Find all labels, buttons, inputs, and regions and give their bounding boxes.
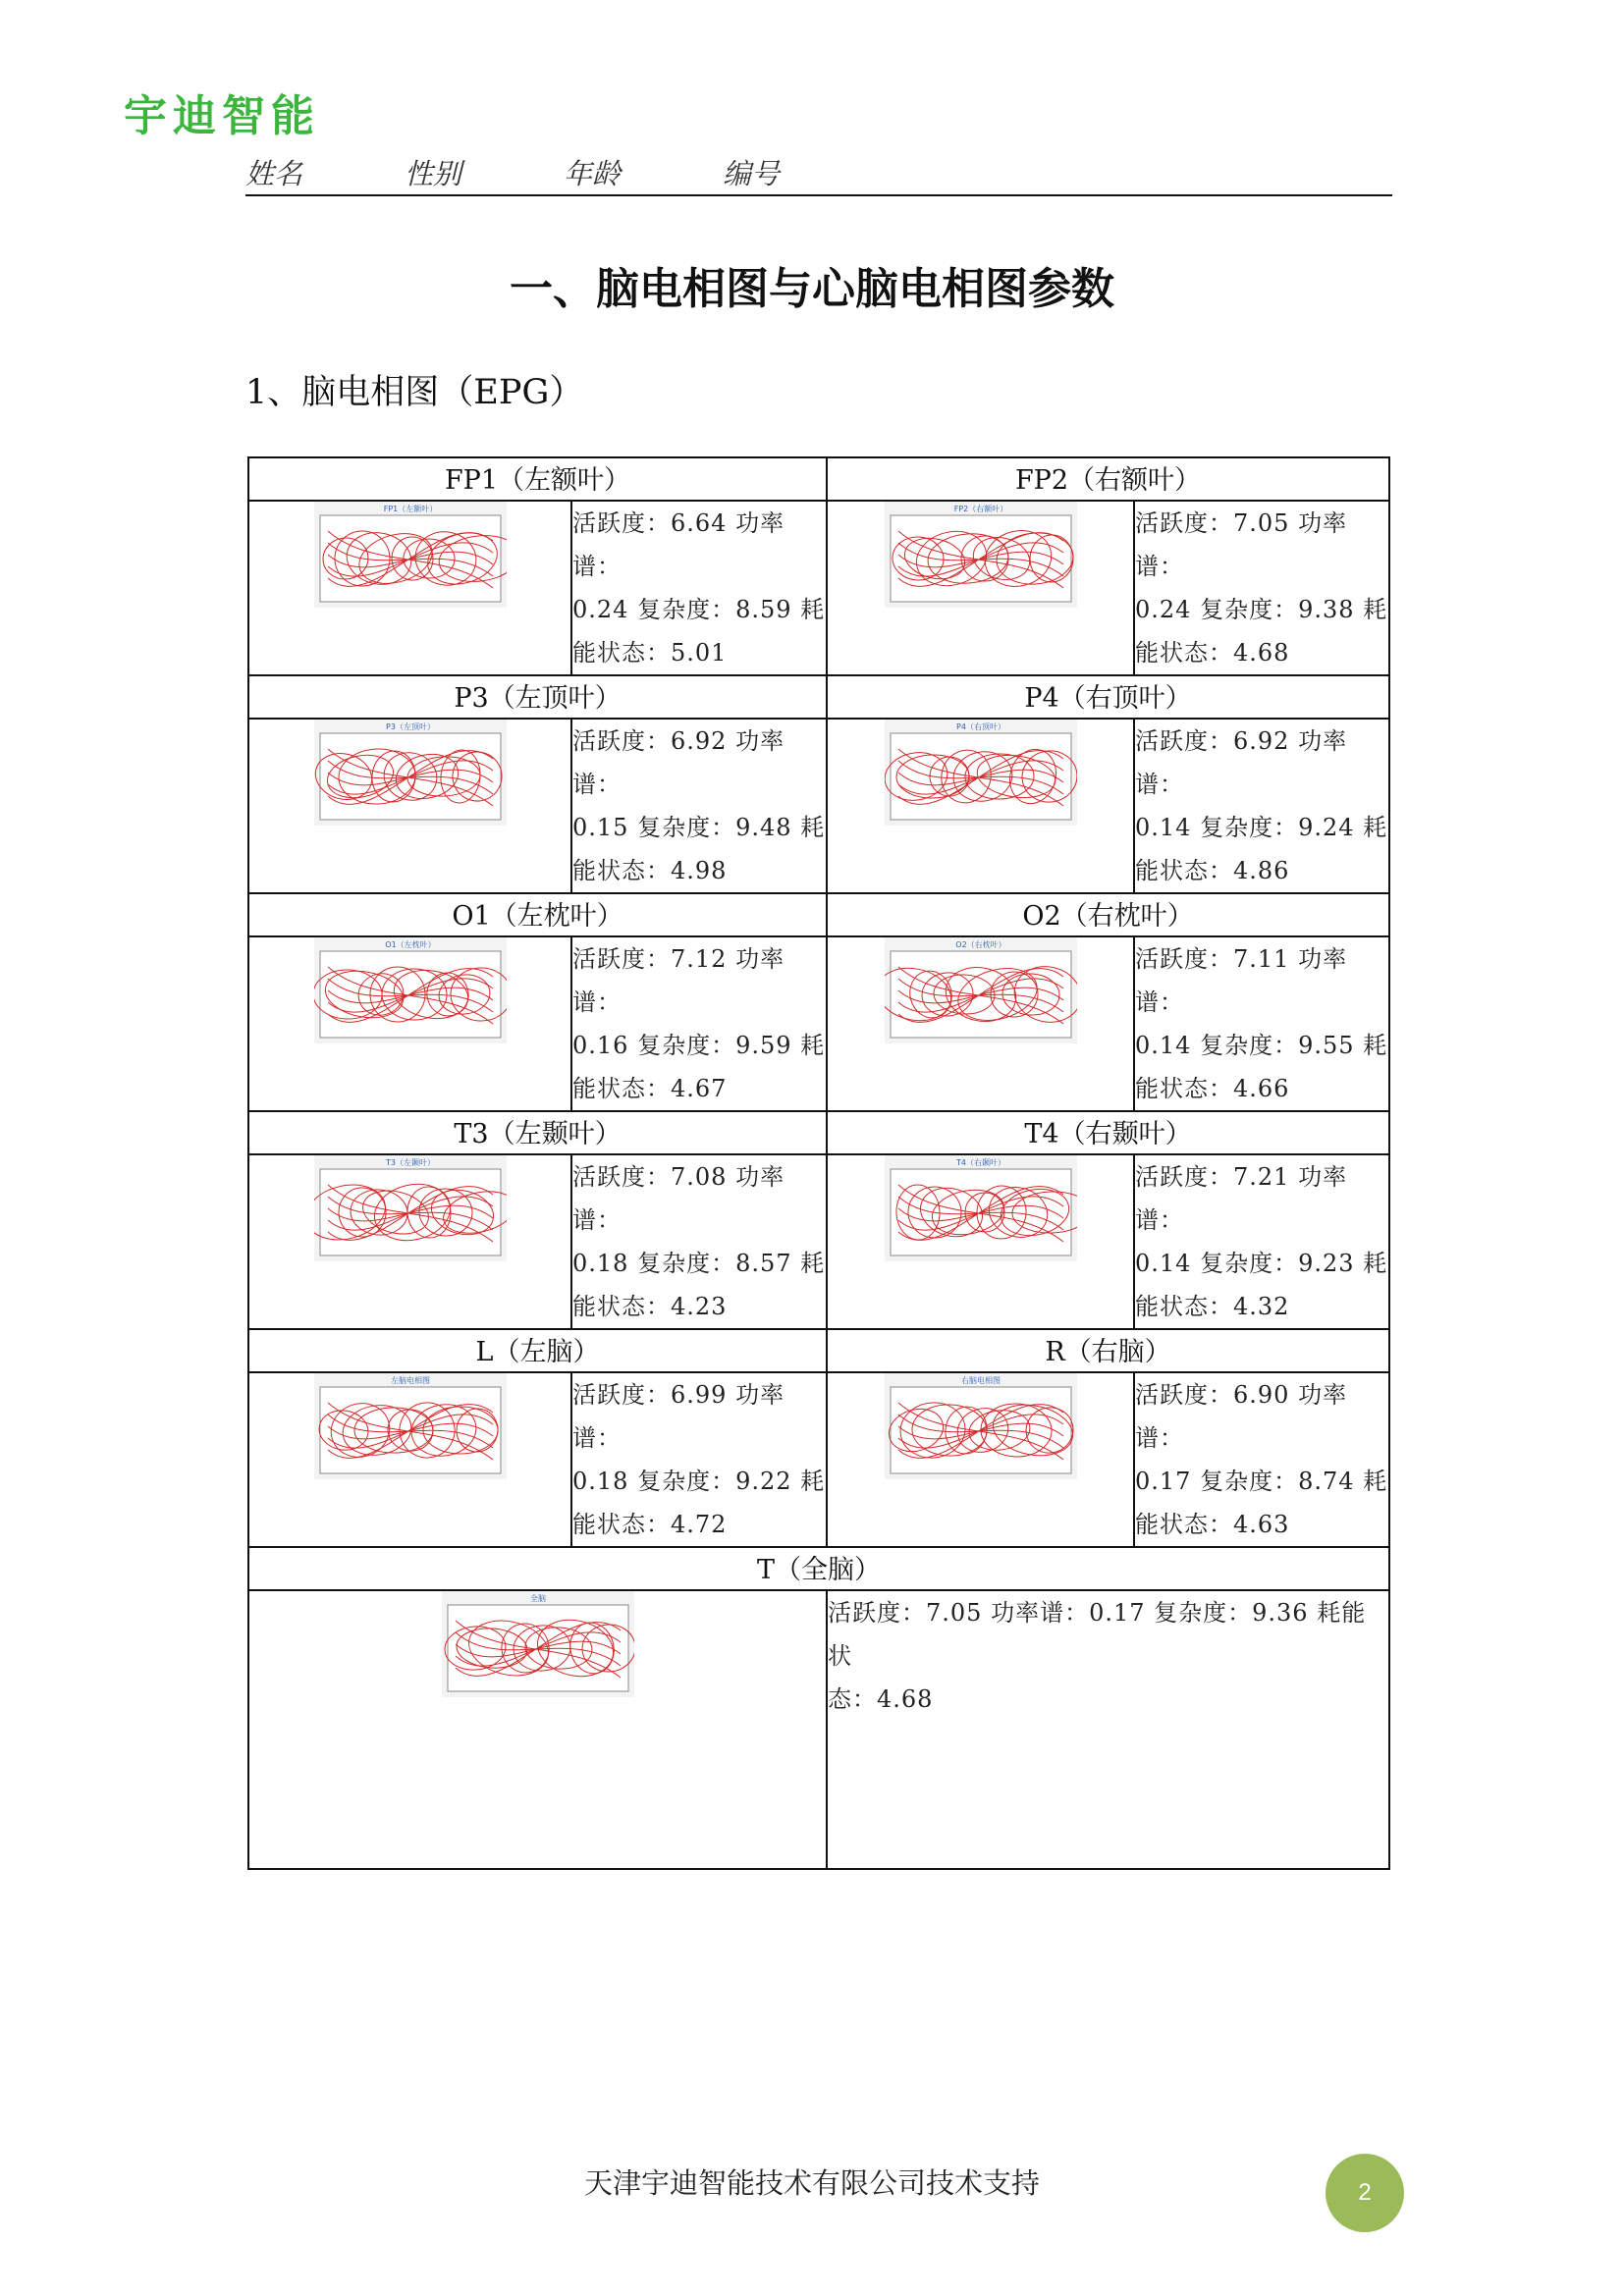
- region-label-left: P3（左顶叶）: [248, 675, 827, 719]
- patient-age-label: 年龄: [564, 157, 622, 190]
- metric-line: 活跃度：6.64 功率谱：: [572, 509, 785, 580]
- epg-phase-plot-image: [885, 937, 1077, 1043]
- thumb-caption: 右脑电相图: [960, 1376, 1001, 1385]
- metrics-cell: [1134, 719, 1389, 893]
- epg-phase-plot-image: [442, 1591, 634, 1697]
- metric-line: 能状态：4.32: [1135, 1293, 1290, 1320]
- metrics-cell: [1134, 936, 1389, 1111]
- epg-phase-plot-image: [885, 720, 1077, 826]
- epg-phase-plot-image: [314, 1373, 507, 1479]
- epg-phase-plot-image: [314, 937, 507, 1043]
- thumb-caption: O1（左枕叶）: [384, 940, 436, 949]
- epg-phase-plot-image: [885, 1373, 1077, 1479]
- region-label-left: L（左脑）: [248, 1329, 827, 1372]
- metric-line: 能状态：4.86: [1135, 857, 1290, 884]
- metric-line: 活跃度：6.92 功率谱：: [572, 727, 785, 798]
- page-title: 一、脑电相图与心脑电相图参数: [510, 264, 1114, 314]
- region-label-right: FP2（右额叶）: [827, 457, 1389, 501]
- thumb-caption: T3（左颞叶）: [385, 1158, 435, 1167]
- region-label-right: O2（右枕叶）: [827, 893, 1389, 936]
- section-title: 1、脑电相图（EPG）: [245, 373, 584, 412]
- metric-line: 能状态：5.01: [572, 639, 728, 667]
- footer-text: 天津宇迪智能技术有限公司技术支持: [583, 2166, 1040, 2200]
- metrics-cell: [571, 719, 827, 893]
- metric-line: 0.15 复杂度：9.48 耗: [572, 814, 826, 841]
- metrics-cell: [571, 1154, 827, 1329]
- metric-line: 0.14 复杂度：9.24 耗: [1135, 814, 1388, 841]
- patient-info-bar: [245, 147, 1392, 196]
- metric-line: 0.18 复杂度：8.57 耗: [572, 1250, 826, 1277]
- metric-line: 活跃度：7.11 功率谱：: [1135, 945, 1348, 1016]
- thumb-caption: FP1（左额叶）: [383, 505, 437, 513]
- metric-line: 活跃度：7.12 功率谱：: [572, 945, 785, 1016]
- region-label-right: R（右脑）: [827, 1329, 1389, 1372]
- epg-thumbnail-cell: [248, 1590, 827, 1869]
- metric-line: 能状态：4.23: [572, 1293, 728, 1320]
- epg-phase-plot-image: [314, 502, 507, 608]
- metric-line: 能状态：4.68: [1135, 639, 1290, 667]
- patient-name-label: 姓名: [245, 157, 303, 190]
- region-label-right: P4（右顶叶）: [827, 675, 1389, 719]
- metric-line: 能状态：4.63: [1135, 1511, 1290, 1538]
- metric-line: 活跃度：6.92 功率谱：: [1135, 727, 1348, 798]
- epg-thumbnail-cell: [248, 501, 571, 675]
- metric-line: 0.14 复杂度：9.55 耗: [1135, 1032, 1388, 1059]
- thumb-caption: O2（右枕叶）: [954, 940, 1006, 949]
- metric-line: 态：4.68: [828, 1685, 934, 1713]
- region-label-left: FP1（左额叶）: [248, 457, 827, 501]
- metric-line: 活跃度：7.05 功率谱：0.17 复杂度：9.36 耗能状: [828, 1599, 1367, 1670]
- epg-thumbnail-cell: [248, 1154, 571, 1329]
- page-number-badge: 2: [1326, 2154, 1404, 2232]
- metric-line: 能状态：4.72: [572, 1511, 728, 1538]
- metric-line: 0.18 复杂度：9.22 耗: [572, 1468, 826, 1495]
- metrics-cell: [571, 501, 827, 675]
- thumb-caption: P3（左顶叶）: [385, 722, 435, 731]
- region-label-left: T3（左颞叶）: [248, 1111, 827, 1154]
- metric-line: 能状态：4.67: [572, 1075, 728, 1102]
- metrics-cell: [1134, 1372, 1389, 1547]
- metric-line: 能状态：4.98: [572, 857, 728, 884]
- metric-line: 能状态：4.66: [1135, 1075, 1290, 1102]
- metrics-cell: [571, 1372, 827, 1547]
- thumb-caption: T4（右颞叶）: [955, 1158, 1005, 1167]
- region-label-left: O1（左枕叶）: [248, 893, 827, 936]
- epg-phase-plot-image: [314, 720, 507, 826]
- epg-thumbnail-cell: [248, 1372, 571, 1547]
- epg-thumbnail-cell: [827, 719, 1134, 893]
- patient-id-label: 编号: [723, 157, 781, 190]
- metric-line: 活跃度：7.21 功率谱：: [1135, 1163, 1348, 1234]
- metric-line: 0.24 复杂度：9.38 耗: [1135, 596, 1388, 623]
- epg-phase-plot-image: [885, 502, 1077, 608]
- thumb-caption: 全脑: [529, 1594, 546, 1603]
- epg-thumbnail-cell: [827, 1372, 1134, 1547]
- thumb-caption: P4（右顶叶）: [955, 722, 1005, 731]
- epg-thumbnail-cell: [827, 936, 1134, 1111]
- region-label-whole: T（全脑）: [248, 1547, 1389, 1590]
- region-label-right: T4（右颞叶）: [827, 1111, 1389, 1154]
- metrics-cell: [1134, 501, 1389, 675]
- metrics-cell: [571, 936, 827, 1111]
- epg-phase-plot-image: [885, 1155, 1077, 1261]
- metrics-cell: [1134, 1154, 1389, 1329]
- thumb-caption: FP2（右额叶）: [953, 505, 1007, 513]
- patient-gender-label: 性别: [405, 157, 462, 190]
- epg-thumbnail-cell: [827, 1154, 1134, 1329]
- epg-thumbnail-cell: [248, 719, 571, 893]
- metric-line: 0.16 复杂度：9.59 耗: [572, 1032, 826, 1059]
- metric-line: 活跃度：7.05 功率谱：: [1135, 509, 1348, 580]
- company-logo: 宇迪智能: [124, 91, 320, 141]
- epg-phase-plot-image: [314, 1155, 507, 1261]
- metric-line: 活跃度：6.99 功率谱：: [572, 1381, 785, 1452]
- metric-line: 0.17 复杂度：8.74 耗: [1135, 1468, 1388, 1495]
- metrics-cell: [827, 1590, 1389, 1869]
- metric-line: 0.24 复杂度：8.59 耗: [572, 596, 826, 623]
- metric-line: 0.14 复杂度：9.23 耗: [1135, 1250, 1388, 1277]
- epg-thumbnail-cell: [827, 501, 1134, 675]
- epg-table: [247, 456, 1390, 1870]
- epg-thumbnail-cell: [248, 936, 571, 1111]
- metric-line: 活跃度：6.90 功率谱：: [1135, 1381, 1348, 1452]
- metric-line: 活跃度：7.08 功率谱：: [572, 1163, 785, 1234]
- thumb-caption: 左脑电相图: [390, 1376, 430, 1385]
